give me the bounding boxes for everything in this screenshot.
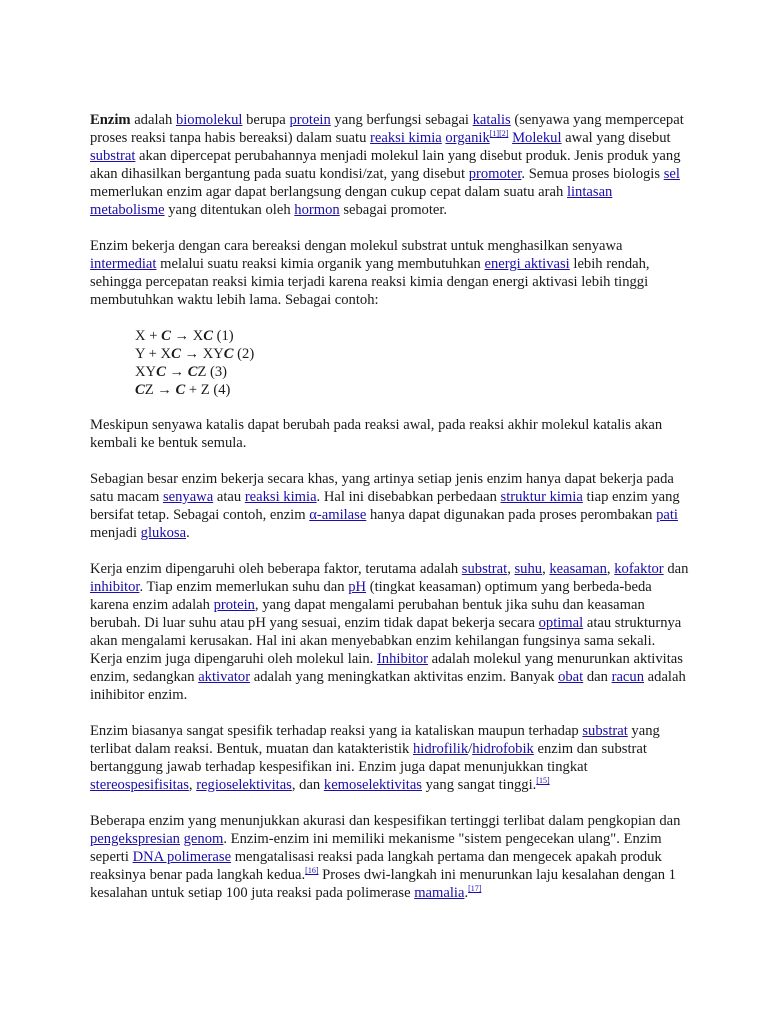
link-reaksi-kimia[interactable]: reaksi kimia (370, 130, 442, 146)
link-alfa-amilase[interactable]: α-amilase (309, 507, 367, 523)
link-racun[interactable]: racun (611, 669, 645, 685)
equation-3: XYC → CZ (3) (135, 364, 228, 380)
ref-group (490, 129, 509, 138)
link-protein[interactable]: protein (289, 112, 331, 128)
link-substrat-3[interactable]: substrat (582, 723, 628, 739)
link-protein-2[interactable]: protein (213, 597, 255, 613)
link-energi-aktivasi[interactable]: energi aktivasi (484, 256, 570, 272)
link-glukosa[interactable]: glukosa (140, 525, 187, 541)
link-aktivator[interactable]: aktivator (198, 669, 251, 685)
link-hidrofobik[interactable]: hidrofobik (472, 741, 534, 757)
link-kemoselektivitas[interactable]: kemoselektivitas (323, 777, 422, 793)
ref-1[interactable]: [1] (489, 129, 500, 138)
link-genom[interactable]: genom (183, 831, 224, 847)
link-optimal[interactable]: optimal (538, 615, 584, 631)
ref-17[interactable]: [17] (468, 884, 482, 893)
ref-16[interactable]: [16] (305, 866, 319, 875)
link-biomolekul[interactable]: biomolekul (175, 112, 243, 128)
link-obat[interactable]: obat (558, 669, 584, 685)
ref-2[interactable]: [2] (499, 129, 509, 138)
link-suhu[interactable]: suhu (514, 561, 543, 577)
link-substrat-2[interactable]: substrat (461, 561, 508, 577)
link-regioselektivitas[interactable]: regioselektivitas (196, 777, 292, 793)
paragraph-factors: Kerja enzim dipengaruhi oleh beberapa faktor, terutama adalah substrat, suhu, keasaman, kofaktor dan inhibitor. Tiap enzim memerlukan suhu dan pH (tingkat keasaman) optimum yang berbeda-beda karena enzim adalah protein, yang dapat mengalami perubahan bentuk jika suhu dan keasaman berubah. Di luar suhu atau pH yang sesuai, enzim tidak dapat bekerja secara optimal atau strukturnya akan mengalami kerusakan. Hal ini akan menyebabkan enzim kehilangan fungsinya sama sekali. Kerja enzim juga dipengaruhi oleh molekul lain. Inhibitor adalah molekul yang menurunkan aktivitas enzim, sedangkan aktivator adalah yang meningkatkan aktivitas enzim. Banyak obat dan racun adalah inihibitor enzim. (90, 561, 689, 703)
link-lintasan-metabolisme[interactable]: lintasan metabolisme (90, 184, 613, 218)
paragraph-mechanism: Enzim bekerja dengan cara bereaksi dengan molekul substrat untuk menghasilkan senyawa intermediat melalui suatu reaksi kimia organik yang membutuhkan energi aktivasi lebih rendah, sehingga percepatan reaksi kimia terjadi karena reaksi kimia dengan energi aktivasi lebih tinggi membutuhkan waktu lebih lama. Sebagai contoh: (90, 238, 650, 308)
paragraph-definition: Enzim adalah biomolekul berupa protein yang berfungsi sebagai katalis (senyawa yang mempercepat proses reaksi tanpa habis bereaksi) dalam suatu reaksi kimia organik[1][2] Molekul awal yang disebut substrat akan dipercepat perubahannya menjadi molekul lain yang disebut produk. Jenis produk yang akan dihasilkan bergantung pada suatu kondisi/zat, yang disebut promoter. Semua proses biologis sel memerlukan enzim agar dapat berlangsung dengan cukup cepat dalam suatu arah lintasan metabolisme yang ditentukan oleh hormon sebagai promoter. (90, 112, 684, 218)
link-sel[interactable]: sel (663, 166, 680, 182)
equation-1: X + C → XC (1) (135, 328, 234, 344)
link-katalis[interactable]: katalis (472, 112, 511, 128)
link-promoter[interactable]: promoter (468, 166, 522, 182)
link-mamalia[interactable]: mamalia (414, 885, 465, 901)
link-struktur-kimia[interactable]: struktur kimia (500, 489, 583, 505)
link-organik[interactable]: organik (445, 130, 490, 146)
paragraph-catalyst-return: Meskipun senyawa katalis dapat berubah pada reaksi awal, pada reaksi akhir molekul katalis akan kembali ke bentuk semula. (90, 417, 663, 451)
link-stereospesifisitas[interactable]: stereospesifisitas (90, 777, 189, 793)
link-substrat[interactable]: substrat (90, 148, 136, 164)
paragraph-selectivity: Enzim biasanya sangat spesifik terhadap reaksi yang ia kataliskan maupun terhadap substrat yang terlibat dalam reaksi. Bentuk, muatan dan katakteristik hidrofilik/hidrofobik enzim dan substrat bertanggung jawab terhadap kespesifikan ini. Enzim juga dapat menunjukkan tingkat stereospesifisitas, regioselektivitas, dan kemoselektivitas yang sangat tinggi.[15] (90, 723, 660, 793)
link-intermediat[interactable]: intermediat (90, 256, 157, 272)
link-molekul[interactable]: Molekul (512, 130, 562, 146)
term-enzim: Enzim (90, 112, 131, 128)
link-reaksi-kimia-2[interactable]: reaksi kimia (244, 489, 317, 505)
link-ph[interactable]: pH (348, 579, 367, 595)
ref-15[interactable]: [15] (536, 776, 550, 785)
article-body (90, 111, 690, 920)
link-inhibitor-2[interactable]: Inhibitor (376, 651, 429, 667)
link-inhibitor[interactable]: inhibitor (90, 579, 140, 595)
paragraph-accuracy: Beberapa enzim yang menunjukkan akurasi dan kespesifikan tertinggi terlibat dalam pengkopian dan pengekspresian genom. Enzim-enzim ini memiliki mekanisme "sistem pengecekan ulang". Enzim seperti DNA polimerase mengatalisasi reaksi pada langkah pertama dan mengecek apakah produk reaksinya benar pada langkah kedua.[16] Proses dwi-langkah ini menurunkan laju kesalahan dengan 1 kesalahan untuk setiap 100 juta reaksi pada polimerase mamalia.[17] (90, 813, 681, 901)
link-keasaman[interactable]: keasaman (549, 561, 607, 577)
link-hidrofilik[interactable]: hidrofilik (413, 741, 469, 757)
equation-4: CZ → C + Z (4) (135, 382, 231, 398)
link-senyawa[interactable]: senyawa (162, 489, 214, 505)
link-pengekspresian[interactable]: pengekspresian (90, 831, 180, 847)
link-hormon[interactable]: hormon (294, 202, 340, 218)
link-dna-polimerase[interactable]: DNA polimerase (132, 849, 232, 865)
equation-2: Y + XC → XYC (2) (135, 346, 255, 362)
paragraph-specificity: Sebagian besar enzim bekerja secara khas, yang artinya setiap jenis enzim hanya dapat bekerja pada satu macam senyawa atau reaksi kimia. Hal ini disebabkan perbedaan struktur kimia tiap enzim yang bersifat tetap. Sebagai contoh, enzim α-amilase hanya dapat digunakan pada proses perombakan pati menjadi glukosa. (90, 471, 680, 541)
link-kofaktor[interactable]: kofaktor (614, 561, 664, 577)
equation-list (135, 327, 690, 399)
link-pati[interactable]: pati (656, 507, 678, 523)
